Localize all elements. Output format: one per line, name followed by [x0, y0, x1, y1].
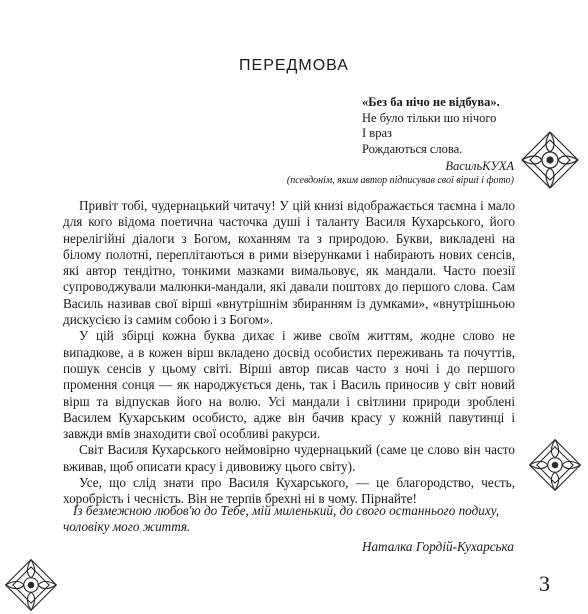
epigraph-author-note: (псевдонім, яким автор підписував свої вірші і фото)	[286, 175, 514, 186]
dedication-text: Із безмежною любов'ю до Тебе, мій миленький, до свого останнього подиху, чоловіку мого життя.	[63, 503, 500, 535]
epigraph-line: Не було тільки шо нічого	[362, 110, 497, 125]
epigraph-line: «Без ба нічо не відбува».	[362, 95, 500, 109]
paragraph: Привіт тобі, чудернацький читачу! У цій книзі відображається таємна і мало для кого відома поетична часточка душі і таланту Василя Кухарського, його нерелігійні діалоги з Богом, коханням та з природою. Букви, викладені на білому полотні, переплітаються в рими візерунками і набирають нових сенсів, які автор тендітно, тонкими мазками вимальовує, як мандали. Часто поезії супроводжували малюнки-мандали, які давали поштовх до першого слова. Сам Василь називав свої вірші «внутрішнім збиранням із думками», «внутрішньою дискусією із самим собою і з Богом».	[63, 198, 515, 328]
paragraph: Світ Василя Кухарського неймовірно чудернацький (саме це слово він часто вживав, щоб описати красу і дивовижу цього світу).	[63, 442, 515, 474]
paragraph: Усе, що слід знати про Василя Кухарського, — це благородство, честь, хоробрість і чесність. Він не терпів брехні ні в чому. Пірнайте!	[63, 475, 515, 507]
dedication	[63, 503, 515, 536]
dedication-author: Наталка Гордій-Кухарська	[361, 539, 514, 554]
mandala-ornament-icon	[518, 128, 582, 192]
page-title: ПЕРЕДМОВА	[239, 57, 349, 74]
epigraph-line: І враз	[362, 126, 392, 140]
epigraph-line: Рождаються слова.	[362, 141, 463, 156]
mandala-ornament-icon	[526, 436, 584, 494]
paragraph: У цій збірці кожна буква дихає і живе своїм життям, жодне слово не випадкове, а в кожен вірш вкладено досвід особистих переживань та почуттів, пошук сенсів у цьому світі. Вірші автор писав часто з ночі і до першого промення сонця — як народжується день, так і Василь приносив у світ новий вірш та відпускав його на волю. Усі мандали і світлини природи зроблені Василем Кухарським особисто, адже він бачив красу у кожній павутинці і завжди вмів знаходити свої особливі ракурси.	[63, 328, 515, 442]
mandala-ornament-icon	[2, 556, 60, 614]
page-number: 3	[539, 571, 550, 596]
epigraph-author: ВасильКУХА	[445, 159, 514, 173]
preface-body	[63, 198, 515, 508]
epigraph	[362, 95, 534, 157]
